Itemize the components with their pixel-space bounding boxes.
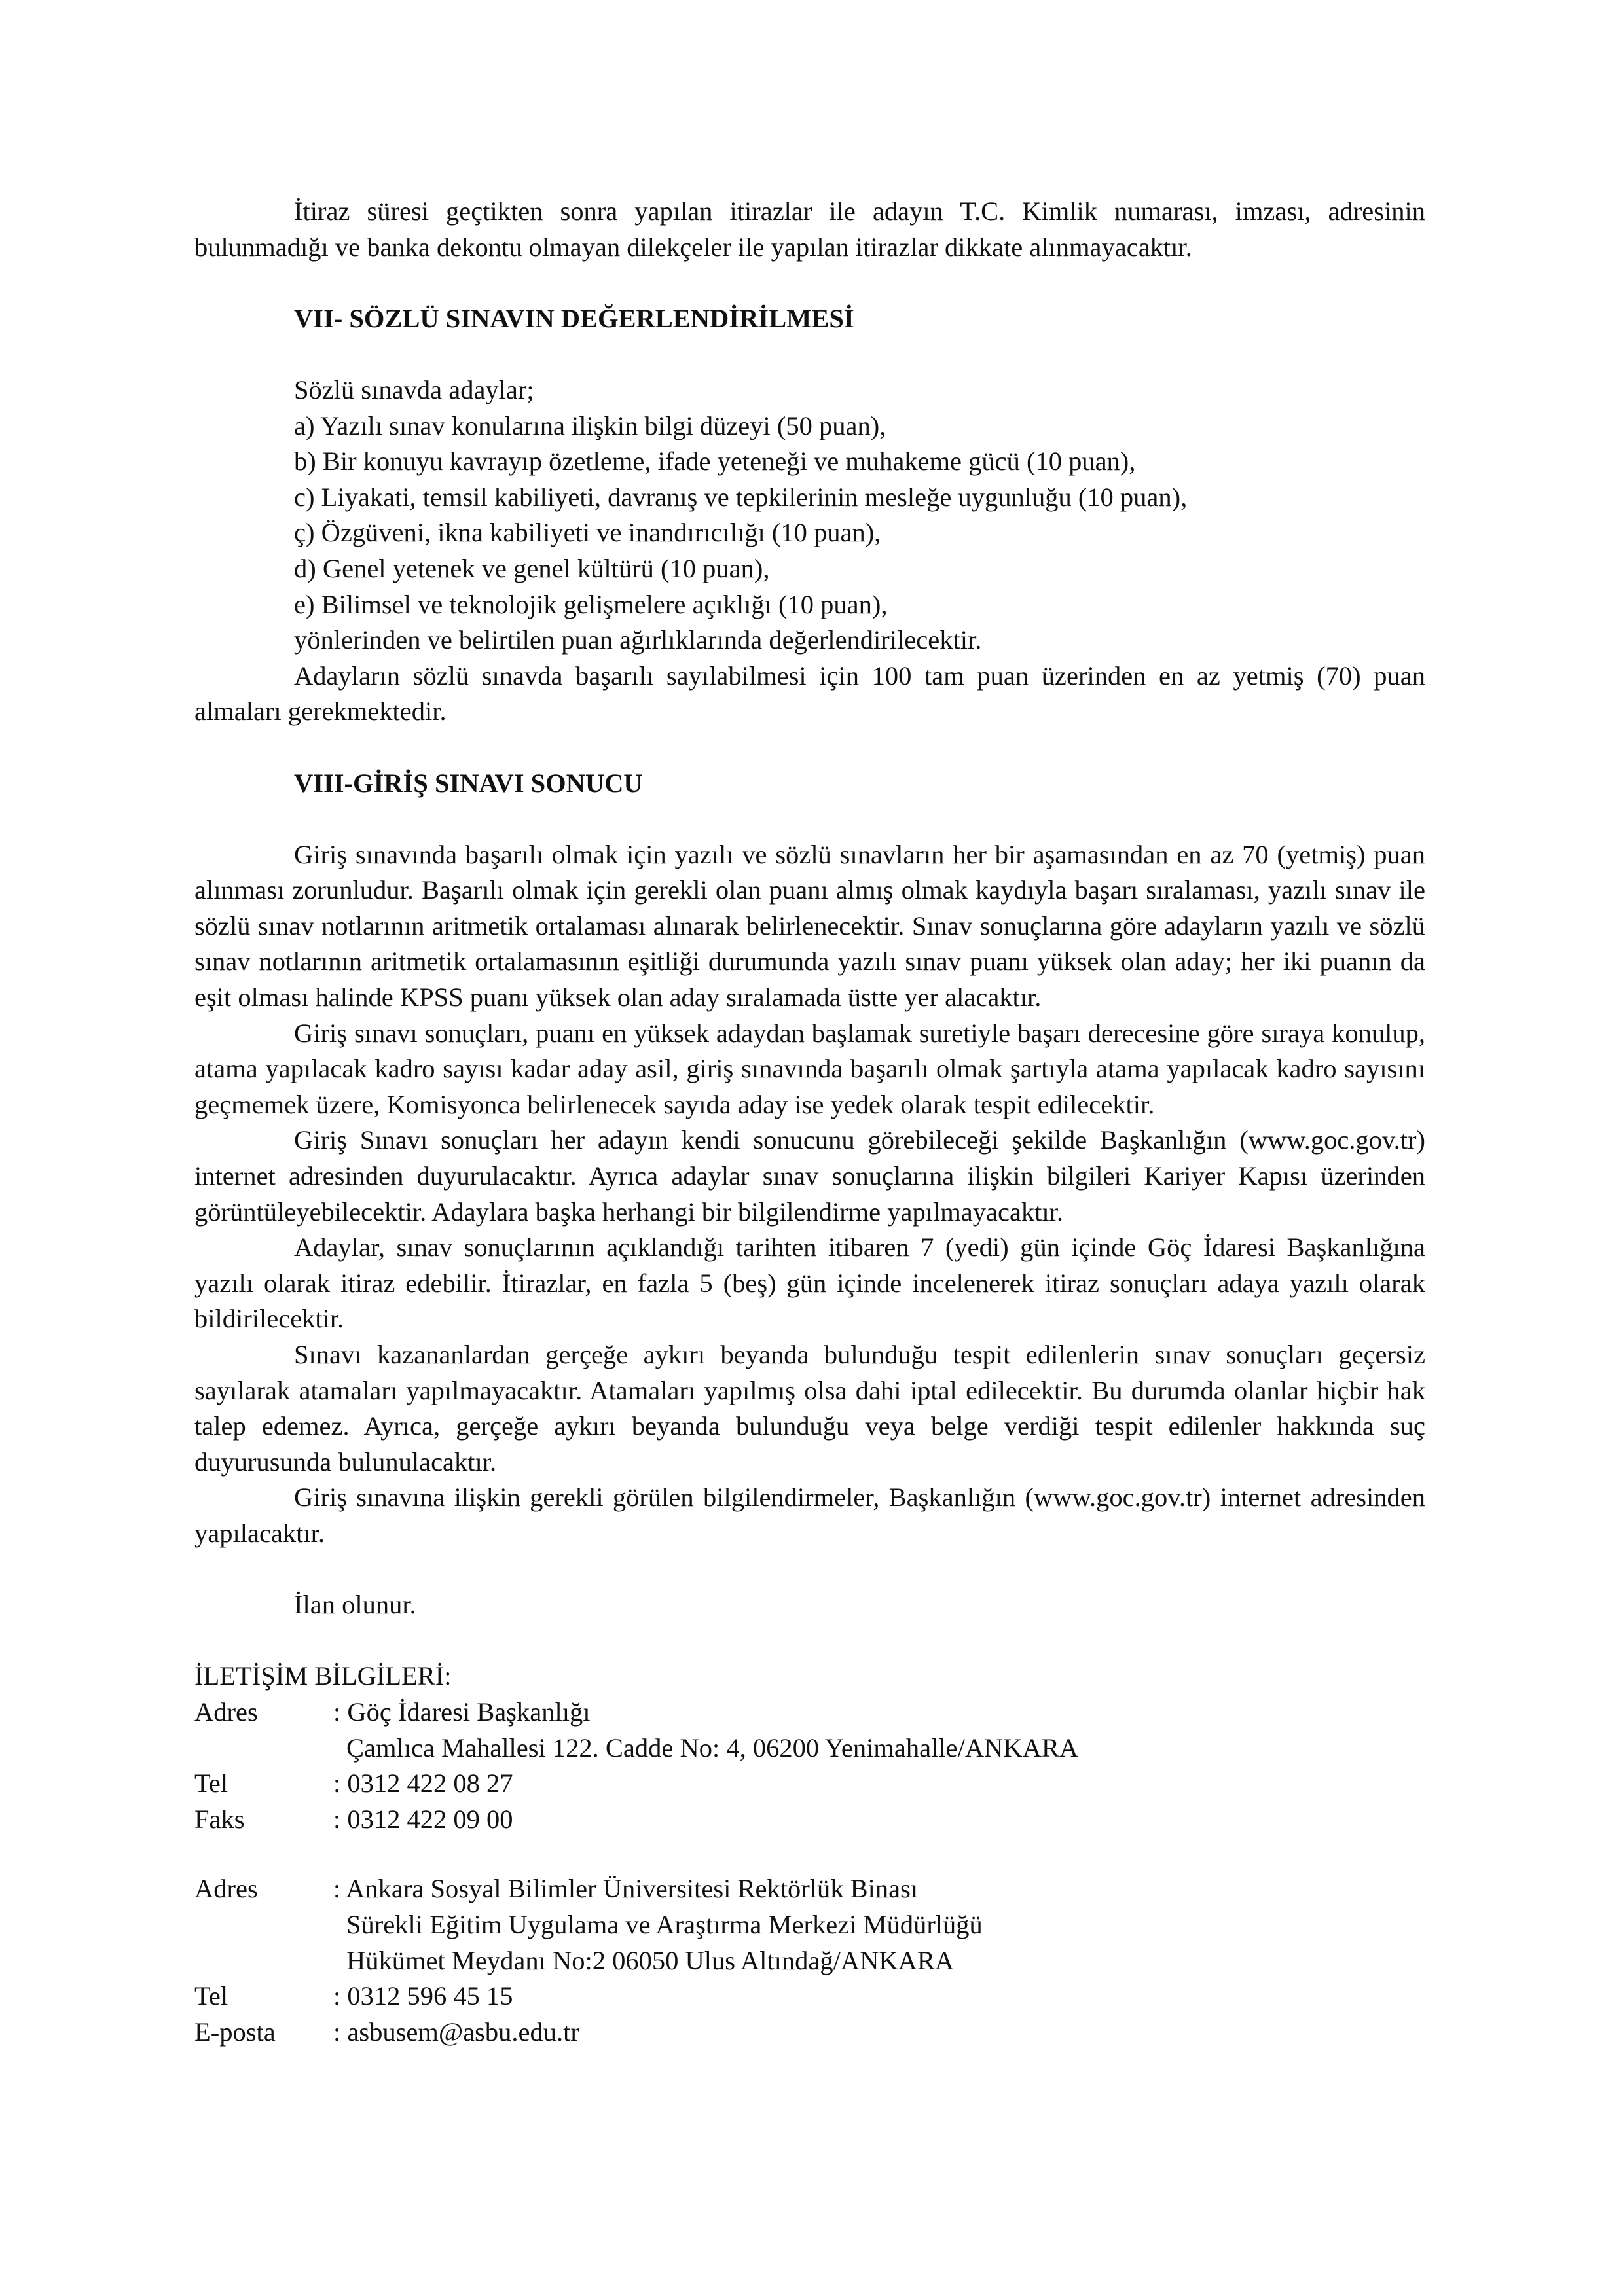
address-label: Adres — [194, 1874, 258, 1904]
tel-value: : 0312 422 08 27 — [333, 1768, 513, 1799]
spacer — [194, 730, 1425, 766]
tel-value: : 0312 596 45 15 — [333, 1981, 513, 2011]
address-continuation: Hükümet Meydanı No:2 06050 Ulus Altındağ/ANKARA — [346, 1945, 955, 1975]
fax-label: Faks — [194, 1804, 245, 1834]
section-heading-entrance-exam-result: VIII-GİRİŞ SINAVI SONUCU — [294, 768, 643, 798]
tel-label: Tel — [194, 1768, 228, 1799]
result-paragraph: Adaylar, sınav sonuçlarının açıklandığı tarihten itibaren 7 (yedi) gün içinde Göç İdaresi Başkanlığına yazılı olarak itiraz edebilir. İtirazlar, en fazla 5 (beş) gün içinde incelenerek itiraz sonuçları adaya yazılı olarak bildirilecektir. — [194, 1232, 1425, 1334]
criteria-item: d) Genel yetenek ve genel kültürü (10 puan), — [294, 553, 770, 583]
contact-row-address — [194, 1871, 1425, 1907]
contact-row-address — [194, 1695, 1425, 1731]
email-value: : asbusem@asbu.edu.tr — [333, 2017, 579, 2047]
address-value: : Göç İdaresi Başkanlığı — [333, 1696, 591, 1727]
contact-block-asbu — [194, 1871, 1425, 2050]
contact-heading: İLETİŞİM BİLGİLERİ: — [194, 1661, 452, 1691]
contact-row-fax — [194, 1802, 1425, 1838]
contact-block-goc-idaresi — [194, 1695, 1425, 1837]
objection-deadline-paragraph: İtiraz süresi geçtikten sonra yapılan itirazlar ile adayın T.C. Kimlik numarası, imzası, adresinin bulunmadığı ve banka dekontu olmayan dilekçeler ile yapılan itirazlar dikkate alınmayacaktır. — [194, 196, 1425, 262]
criteria-item: e) Bilimsel ve teknolojik gelişmelere açıklığı (10 puan), — [294, 589, 888, 619]
tel-label: Tel — [194, 1981, 228, 2011]
document-body — [194, 194, 1425, 2050]
spacer — [194, 801, 1425, 837]
email-label: E-posta — [194, 2017, 276, 2047]
criteria-item: c) Liyakati, temsil kabiliyeti, davranış ve tepkilerinin mesleğe uygunluğu (10 puan), — [294, 482, 1188, 512]
result-paragraph: Sınavı kazananlardan gerçeğe aykırı beyanda bulunduğu tespit edilenlerin sınav sonuçları geçersiz sayılarak atamaları yapılmayacaktır. Atamaları yapılmış olsa dahi iptal edilecektir. Bu durumda olanlar hiçbir hak talep edemez. Ayrıca, gerçeğe aykırı beyanda bulunduğu veya belge verdiği tespit edilenler hakkında suç duyurusunda bulunulacaktır. — [194, 1340, 1425, 1477]
spacer — [194, 1623, 1425, 1659]
result-paragraph: Giriş sınavına ilişkin gerekli görülen bilgilendirmeler, Başkanlığın (www.goc.gov.tr) internet adresinden yapılacaktır. — [194, 1482, 1425, 1548]
fax-value: : 0312 422 09 00 — [333, 1804, 513, 1834]
contact-row-tel — [194, 1766, 1425, 1802]
address-continuation: Sürekli Eğitim Uygulama ve Araştırma Merkezi Müdürlüğü — [346, 1909, 983, 1939]
result-paragraph: Giriş sınavında başarılı olmak için yazılı ve sözlü sınavların her bir aşamasından en az 70 (yetmiş) puan alınması zorunludur. Başarılı olmak için gerekli olan puanı almış olmak kaydıyla başarı sıralaması, yazılı sınav ile sözlü sınav notlarının aritmetik ortalaması alınarak belirlenecektir. Sınav sonuçlarına göre adayların yazılı ve sözlü sınav notlarının aritmetik ortalamasının eşitliği durumunda yazılı sınav puanı yüksek olan aday; her iki puanın da eşit olması halinde KPSS puanı yüksek olan aday sıralamada üstte yer alacaktır. — [194, 839, 1425, 1013]
section-heading-oral-exam-evaluation: VII- SÖZLÜ SINAVIN DEĞERLENDİRİLMESİ — [294, 303, 854, 333]
spacer — [194, 1552, 1425, 1588]
criteria-item: ç) Özgüveni, ikna kabiliyeti ve inandırıcılığı (10 puan), — [294, 518, 881, 548]
spacer — [194, 265, 1425, 301]
criteria-closing: yönlerinden ve belirtilen puan ağırlıklarında değerlendirilecektir. — [294, 625, 982, 655]
spacer — [194, 1837, 1425, 1871]
criteria-item: a) Yazılı sınav konularına ilişkin bilgi düzeyi (50 puan), — [294, 410, 886, 440]
result-paragraph: Giriş Sınavı sonuçları her adayın kendi sonucunu görebileceği şekilde Başkanlığın (www.goc.gov.tr) internet adresinden duyurulacaktır. Ayrıca adaylar sınav sonuçlarına ilişkin bilgileri Kariyer Kapısı üzerinden görüntüleyebilecektir. Adaylara başka herhangi bir bilgilendirme yapılmayacaktır. — [194, 1125, 1425, 1227]
passing-score-paragraph: Adayların sözlü sınavda başarılı sayılabilmesi için 100 tam puan üzerinden en az yetmiş (70) puan almaları gerekmektedir. — [194, 660, 1425, 726]
address-continuation: Çamlıca Mahallesi 122. Cadde No: 4, 06200 Yenimahalle/ANKARA — [346, 1732, 1079, 1763]
result-paragraph: Giriş sınavı sonuçları, puanı en yüksek adaydan başlamak suretiyle başarı derecesine göre sıraya konulup, atama yapılacak kadro sayısı kadar aday asil, giriş sınavında başarılı olmak şartıyla atama yapılacak kadro sayısını geçmemek üzere, Komisyonca belirlenecek sayıda aday ise yedek olarak tespit edilecektir. — [194, 1018, 1425, 1119]
address-label: Adres — [194, 1696, 258, 1727]
criteria-item: b) Bir konuyu kavrayıp özetleme, ifade yeteneği ve muhakeme gücü (10 puan), — [294, 446, 1136, 476]
spacer — [194, 336, 1425, 372]
contact-row-email — [194, 2015, 1425, 2051]
announcement-line: İlan olunur. — [294, 1590, 416, 1620]
address-value: : Ankara Sosyal Bilimler Üniversitesi Rektörlük Binası — [333, 1874, 919, 1904]
oral-exam-lead: Sözlü sınavda adaylar; — [294, 374, 534, 404]
contact-row-tel — [194, 1979, 1425, 2015]
